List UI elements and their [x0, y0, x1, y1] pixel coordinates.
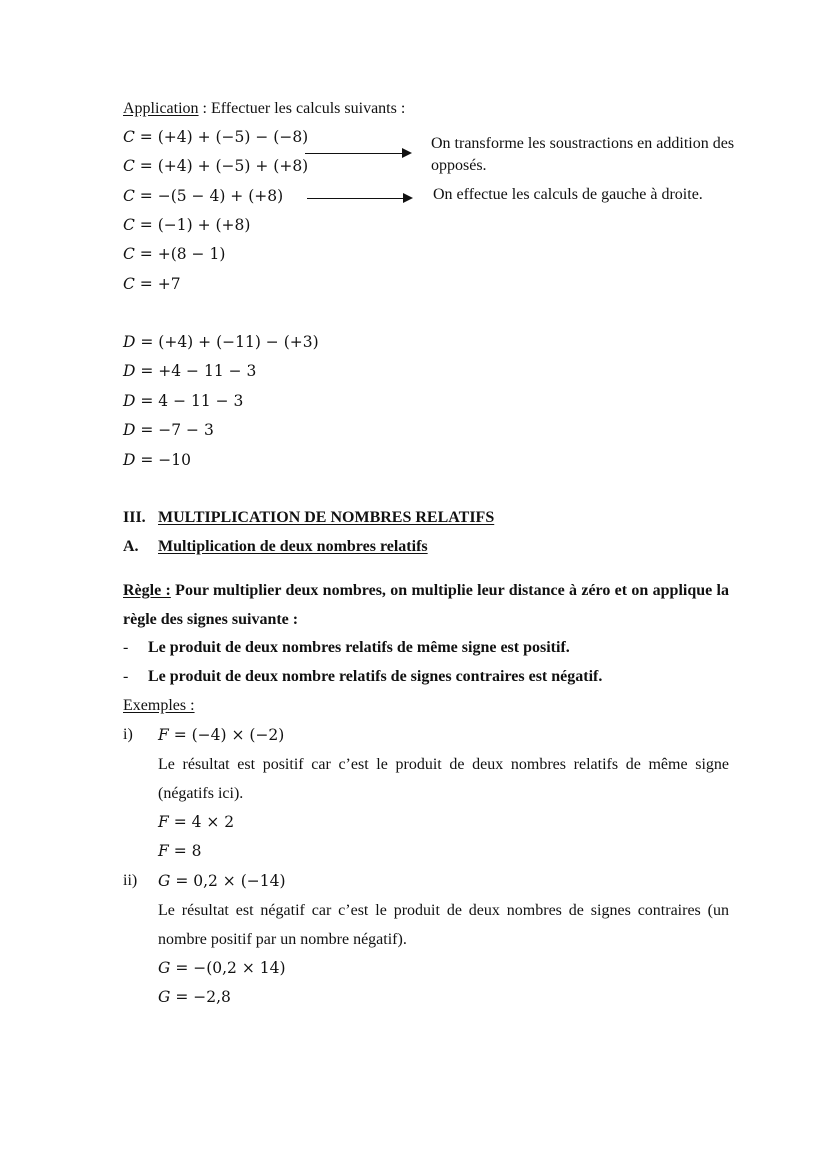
d-step-1: D = (+4) + (−11) − (+3) — [123, 333, 319, 351]
section-number: III. — [123, 509, 146, 526]
c-step-6: C = +7 — [123, 275, 181, 293]
section-title: MULTIPLICATION DE NOMBRES RELATIFS — [158, 509, 495, 526]
rule-label: Règle : — [123, 582, 171, 599]
section-heading — [123, 508, 495, 528]
rule-paragraph — [123, 576, 729, 634]
subsection-number: A. — [123, 538, 139, 555]
example-i-explanation: Le résultat est positif car c’est le produit de deux nombres relatifs de même signe (négatifs ici). — [158, 756, 729, 802]
subsection-heading — [123, 537, 428, 557]
c-step-5: C = +(8 − 1) — [123, 245, 226, 263]
d-step-4: D = −7 − 3 — [123, 421, 214, 439]
example-ii-step-1: G = −(0,2 × 14) — [158, 959, 286, 977]
d-step-5: D = −10 — [123, 451, 191, 469]
examples-label: Exemples : — [123, 697, 195, 714]
note-subtraction-line2: opposés. — [431, 157, 487, 174]
rule-bullet-same-sign: Le produit de deux nombres relatifs de même signe est positif. — [148, 639, 570, 656]
example-i-step-2: F = 8 — [158, 842, 202, 860]
c-step-4: C = (−1) + (+8) — [123, 216, 251, 234]
subsection-title: Multiplication de deux nombres relatifs — [158, 538, 428, 555]
note-left-to-right: On effectue les calculs de gauche à droite. — [433, 186, 703, 203]
d-step-2: D = +4 − 11 − 3 — [123, 362, 257, 380]
bullet-marker: - — [123, 639, 129, 656]
example-marker-ii: ii) — [123, 872, 138, 889]
d-step-3: D = 4 − 11 − 3 — [123, 392, 244, 410]
example-ii-explanation: Le résultat est négatif car c’est le produit de deux nombres de signes contraires (un nombre positif par un nombre négatif). — [158, 902, 729, 948]
example-i-step-1: F = 4 × 2 — [158, 813, 235, 831]
arrow-right-icon — [307, 198, 411, 199]
arrow-right-icon — [305, 153, 410, 154]
application-instruction: : Effectuer les calculs suivants : — [198, 100, 406, 117]
c-step-3: C = −(5 − 4) + (+8) — [123, 187, 284, 205]
bullet-marker: - — [123, 668, 129, 685]
note-subtraction-line1: On transforme les soustractions en addition des — [431, 135, 735, 152]
application-heading — [123, 99, 405, 119]
example-marker-i: i) — [123, 726, 133, 743]
example-i-expression: F = (−4) × (−2) — [158, 726, 285, 744]
c-step-1: C = (+4) + (−5) − (−8) — [123, 128, 309, 146]
application-label: Application — [123, 100, 199, 117]
c-step-2: C = (+4) + (−5) + (+8) — [123, 157, 309, 175]
example-ii-step-2: G = −2,8 — [158, 988, 231, 1006]
example-ii-expression: G = 0,2 × (−14) — [158, 872, 286, 890]
rule-bullet-opposite-sign: Le produit de deux nombre relatifs de signes contraires est négatif. — [148, 668, 603, 685]
rule-text: Pour multiplier deux nombres, on multiplie leur distance à zéro et on applique la règle des signes suivante : — [123, 582, 730, 628]
